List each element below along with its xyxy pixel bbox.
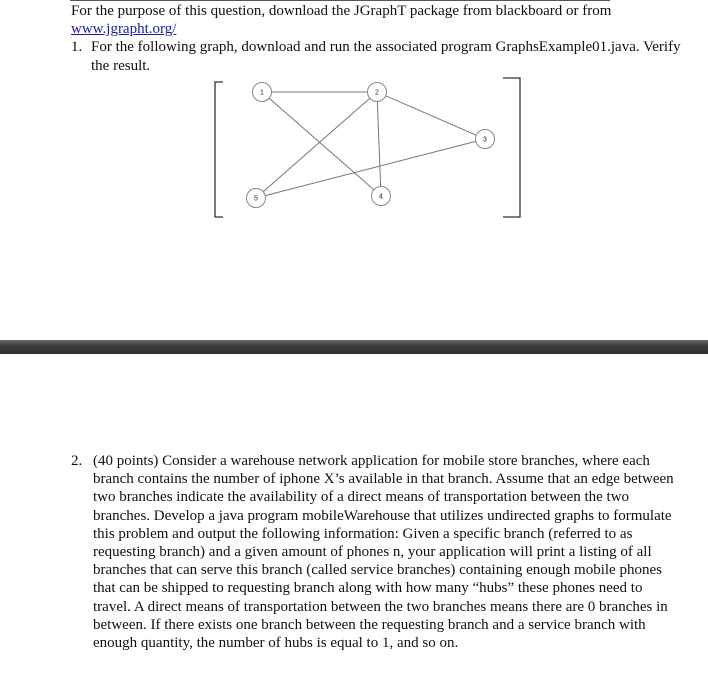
question-1 xyxy=(71,38,691,76)
top-rule xyxy=(70,0,610,1)
node-2-label: 2 xyxy=(375,89,379,97)
edge-1-4 xyxy=(260,89,381,196)
question-2-text: (40 points) Consider a warehouse network application for mobile store branches, where each branch contains the number of iphone X’s available in that branch. Assume that an edge between two branches indicate the availability of a direct means of transportation between the two branches. Develop a java program mobileWarehouse that utilizes undirected graphs to formulate this problem and output the following information: Given a specific branch (referred to as requesting branch) and a given amount of phones n, your application will print a listing of all branches that can serve this branch (called service branches) containing enough mobile phones that can be shipped to requesting branch along with how many “hubs” these phones need to travel. A direct means of transportation between the two branches means there are 0 branches in between. If there exists one branch between the requesting branch and a service branch with enough quantity, the number of hubs is equal to 1, and so on. xyxy=(93,453,674,652)
question-1-number: 1. xyxy=(71,39,83,55)
edge-2-4 xyxy=(375,89,381,196)
question-2-number: 2. xyxy=(71,453,83,469)
node-2 xyxy=(368,83,387,102)
edge-2-3 xyxy=(375,89,485,139)
graph-edges xyxy=(256,89,485,198)
intro-text: For the purpose of this question, download the JGraphT package from blackboard or from xyxy=(71,3,612,19)
graph-figure xyxy=(205,74,525,220)
page-separator xyxy=(0,340,708,354)
node-3 xyxy=(476,130,495,149)
node-5 xyxy=(247,189,266,208)
node-3-label: 3 xyxy=(483,136,487,144)
node-4-label: 4 xyxy=(379,193,383,201)
left-bracket xyxy=(215,82,223,217)
jgrapht-link[interactable]: www.jgrapht.org/ xyxy=(71,21,177,37)
graph-svg xyxy=(205,74,525,220)
right-bracket xyxy=(503,78,520,217)
page-top-section xyxy=(0,0,708,340)
question-2 xyxy=(71,452,676,652)
node-5-label: 5 xyxy=(254,195,258,203)
node-4 xyxy=(372,187,391,206)
node-1-label: 1 xyxy=(260,89,264,97)
question-1-text: For the following graph, download and run the associated program GraphsExample01.java. Verify the result. xyxy=(91,39,681,74)
node-1 xyxy=(253,83,272,102)
intro-paragraph xyxy=(71,2,691,38)
